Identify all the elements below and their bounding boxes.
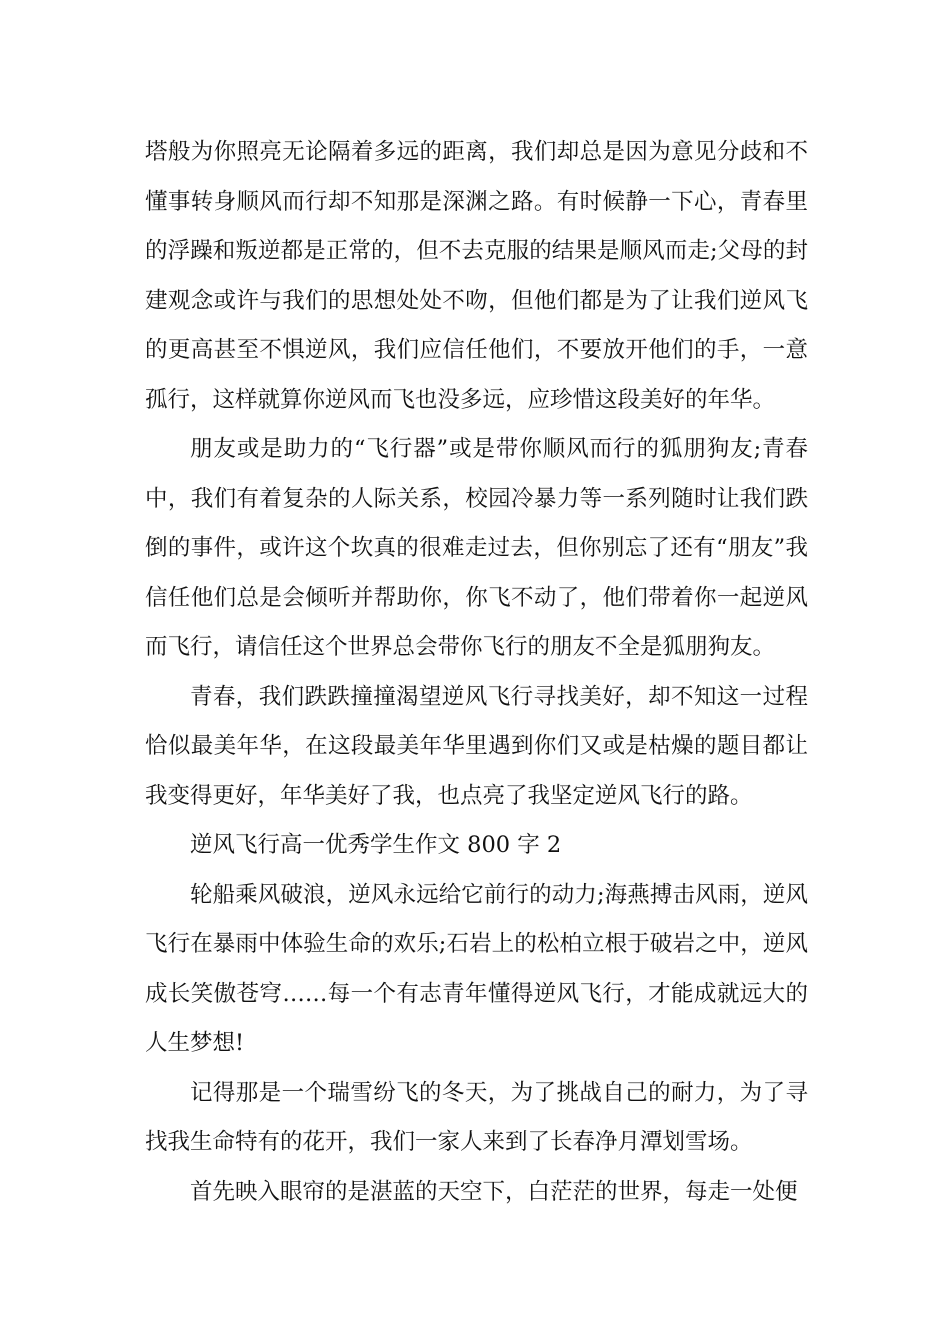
paragraph-friends: 朋友或是助力的“飞行器”或是带你顺风而行的狐朋狗友;青春中，我们有着复杂的人际关系，校园冷暴力等一系列随时让我们跌倒的事件，或许这个坎真的很难走过去，但你别忘了还有“朋友”我信任他们总是会倾听并帮助你，你飞不动了，他们带着你一起逆风而飞行，请信任这个世界总会带你飞行的朋友不全是狐朋狗友。 bbox=[145, 436, 808, 660]
paragraph-youth: 青春，我们跌跌撞撞渴望逆风飞行寻找美好，却不知这一过程恰似最美年华，在这段最美年华里遇到你们又或是枯燥的题目都让我变得更好，年华美好了我，也点亮了我坚定逆风飞行的路。 bbox=[145, 683, 808, 809]
essay-section-heading: 逆风飞行高一优秀学生作文 800 字 2 bbox=[190, 832, 562, 858]
paragraph-first-sight: 首先映入眼帘的是湛蓝的天空下，白茫茫的世界，每走一处便 bbox=[190, 1178, 798, 1205]
paragraph-continuation: 塔般为你照亮无论隔着多远的距离，我们却总是因为意见分歧和不懂事转身顺风而行却不知那是深渊之路。有时候静一下心，青春里的浮躁和叛逆都是正常的，但不去克服的结果是顺风而走;父母的封建观念或许与我们的思想处处不吻，但他们都是为了让我们逆风飞的更高甚至不惧逆风，我们应信任他们，不要放开他们的手，一意孤行，这样就算你逆风而飞也没多远，应珍惜这段美好的年华。 bbox=[145, 139, 808, 413]
paragraph-ship: 轮船乘风破浪，逆风永远给它前行的动力;海燕搏击风雨，逆风飞行在暴雨中体验生命的欢乐;石岩上的松柏立根于破岩之中，逆风成长笑傲苍穹……每一个有志青年懂得逆风飞行，才能成就远大的人生梦想! bbox=[145, 881, 808, 1056]
essay-body bbox=[145, 128, 808, 1217]
paragraph-winter: 记得那是一个瑞雪纷飞的冬天，为了挑战自己的耐力，为了寻找我生命特有的花开，我们一家人来到了长春净月潭划雪场。 bbox=[145, 1079, 808, 1155]
